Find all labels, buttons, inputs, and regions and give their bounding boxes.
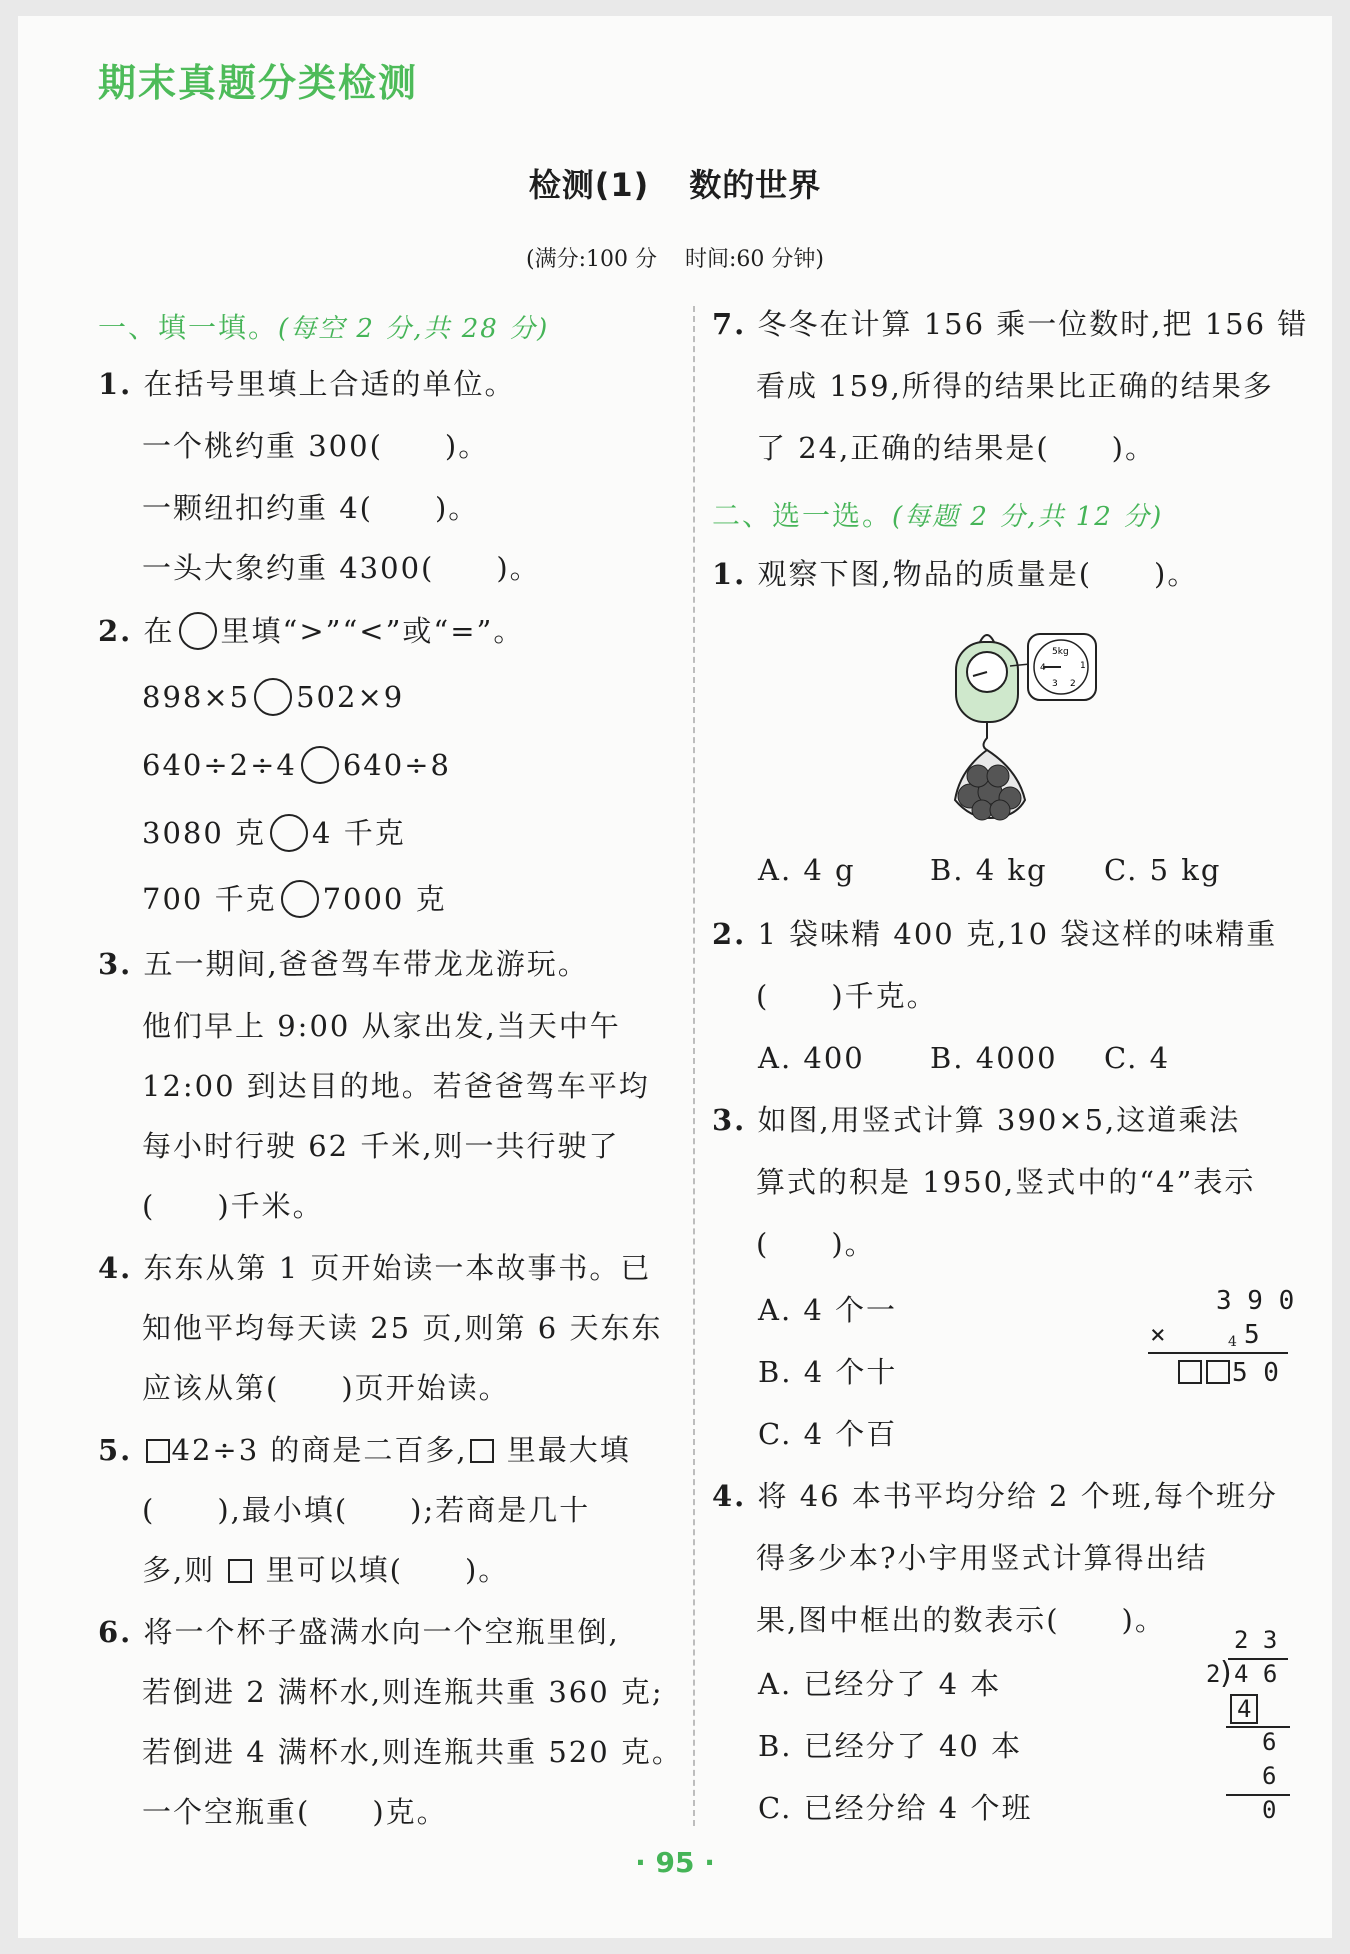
c4-line-2: 得多少本?小宇用竖式计算得出结 bbox=[756, 1541, 1208, 1575]
section1-points: (每空 2 分,共 28 分) bbox=[278, 314, 550, 344]
q5-line-2: ( ),最小填( );若商是几十 bbox=[142, 1493, 591, 1527]
q3-number: 3. bbox=[98, 947, 133, 981]
q2-r1-left: 898×5 bbox=[142, 680, 251, 714]
mult-times-sign: × bbox=[1150, 1320, 1166, 1350]
blank-square[interactable] bbox=[1206, 1360, 1230, 1384]
q4-number: 4. bbox=[98, 1251, 133, 1285]
q2-pre: 在 bbox=[143, 614, 175, 648]
c2-option-a[interactable]: A. 400 bbox=[758, 1041, 865, 1075]
blank-square[interactable] bbox=[1178, 1360, 1202, 1384]
dial-label-4: 4 bbox=[1040, 663, 1046, 673]
apple bbox=[972, 800, 992, 820]
q2-r1-right: 502×9 bbox=[296, 680, 405, 714]
mult-multiplier: 5 bbox=[1244, 1320, 1260, 1350]
q1-number: 1. bbox=[98, 367, 133, 401]
mult-carry-digit: 4 bbox=[1228, 1334, 1237, 1350]
mult-top-number: 3 9 0 bbox=[1216, 1286, 1295, 1316]
c1-number: 1. bbox=[712, 557, 747, 591]
test-info bbox=[0, 242, 1350, 273]
compare-circle[interactable] bbox=[254, 678, 292, 716]
apple bbox=[990, 800, 1010, 820]
mult-result-digits: 5 0 bbox=[1232, 1358, 1279, 1388]
q4-line-3: 应该从第( )页开始读。 bbox=[142, 1371, 510, 1405]
test-title bbox=[0, 160, 1350, 206]
q5-text-1a: 42÷3 的商是二百多, bbox=[171, 1433, 468, 1467]
c3-option-b[interactable]: B. 4 个十 bbox=[758, 1355, 898, 1389]
apple bbox=[967, 765, 989, 787]
q7-number: 7. bbox=[712, 307, 747, 341]
q6-line-3: 若倒进 4 满杯水,则连瓶共重 520 克。 bbox=[142, 1735, 683, 1769]
q2-number: 2. bbox=[98, 614, 133, 648]
q2-row-1 bbox=[142, 678, 404, 716]
div-divisor: 2 bbox=[1206, 1660, 1221, 1688]
time-info: 时间:60 分钟) bbox=[685, 247, 824, 272]
c3-option-a[interactable]: A. 4 个一 bbox=[758, 1293, 898, 1327]
dial-label-max: 5kg bbox=[1052, 647, 1069, 657]
div-rule-2 bbox=[1226, 1794, 1290, 1796]
q1-line-3: 一头大象约重 4300( )。 bbox=[142, 551, 541, 585]
brand-header: 期末真题分类检测 bbox=[98, 61, 419, 105]
q2-post: 里填“>”“<”或“=”。 bbox=[220, 614, 525, 648]
mult-result bbox=[1176, 1358, 1279, 1388]
apple bbox=[987, 765, 1009, 787]
c2-line-1 bbox=[712, 916, 1277, 952]
c2-option-c[interactable]: C. 4 bbox=[1104, 1041, 1171, 1075]
test-title-name: 数的世界 bbox=[689, 166, 822, 204]
div-dividend: 4 6 bbox=[1234, 1660, 1278, 1688]
q3-text-1: 五一期间,爸爸驾车带龙龙游玩。 bbox=[143, 947, 589, 981]
q5-number: 5. bbox=[98, 1433, 133, 1467]
q2-r4-right: 7000 克 bbox=[322, 882, 447, 916]
q3-line-3: 12:00 到达目的地。若爸爸驾车平均 bbox=[142, 1069, 650, 1103]
q7-text-1: 冬冬在计算 156 乘一位数时,把 156 错 bbox=[757, 307, 1309, 341]
c3-line-3: ( )。 bbox=[756, 1227, 876, 1261]
blank-square[interactable] bbox=[470, 1439, 494, 1463]
q7-line-3: 了 24,正确的结果是( )。 bbox=[756, 431, 1156, 465]
compare-circle[interactable] bbox=[179, 612, 217, 650]
score-info: (满分:100 分 bbox=[526, 247, 657, 272]
section1-heading bbox=[98, 306, 549, 346]
div-boxed-number: 4 bbox=[1230, 1694, 1258, 1724]
c3-text-1: 如图,用竖式计算 390×5,这道乘法 bbox=[757, 1103, 1241, 1137]
c3-line-1 bbox=[712, 1102, 1240, 1138]
q2-row-3 bbox=[142, 814, 406, 852]
section1-title: 一、填一填。 bbox=[98, 311, 279, 344]
q2-r2-left: 640÷2÷4 bbox=[142, 748, 297, 782]
q4-line-1 bbox=[98, 1250, 651, 1286]
q2-r2-right: 640÷8 bbox=[342, 748, 451, 782]
q6-number: 6. bbox=[98, 1615, 133, 1649]
c2-number: 2. bbox=[712, 917, 747, 951]
c3-line-2: 算式的积是 1950,竖式中的“4”表示 bbox=[756, 1165, 1256, 1199]
q6-line-4: 一个空瓶重( )克。 bbox=[142, 1795, 448, 1829]
div-remainder-6: 6 bbox=[1262, 1728, 1277, 1756]
section2-heading bbox=[712, 494, 1163, 534]
scale-hook-top bbox=[980, 635, 994, 642]
c1-option-c[interactable]: C. 5 kg bbox=[1104, 853, 1222, 887]
c4-number: 4. bbox=[712, 1479, 747, 1513]
c2-option-b[interactable]: B. 4000 bbox=[930, 1041, 1058, 1075]
q2-r3-right: 4 千克 bbox=[312, 816, 406, 850]
q5-text-1b: 里最大填 bbox=[495, 1433, 631, 1467]
q3-line-4: 每小时行驶 62 千米,则一共行驶了 bbox=[142, 1129, 620, 1163]
q3-line-1 bbox=[98, 946, 589, 982]
q3-line-5: ( )千米。 bbox=[142, 1189, 324, 1223]
q1-line-1: 一个桃约重 300( )。 bbox=[142, 429, 490, 463]
q5-line-3 bbox=[142, 1552, 509, 1588]
c4-text-1: 将 46 本书平均分给 2 个班,每个班分 bbox=[757, 1479, 1278, 1513]
q6-text-1: 将一个杯子盛满水向一个空瓶里倒, bbox=[143, 1615, 620, 1649]
c1-option-a[interactable]: A. 4 g bbox=[758, 853, 856, 887]
q7-line-2: 看成 159,所得的结果比正确的结果多 bbox=[756, 369, 1274, 403]
c4-option-a[interactable]: A. 已经分了 4 本 bbox=[758, 1667, 1002, 1701]
mult-rule bbox=[1148, 1352, 1288, 1354]
q2-r3-left: 3080 克 bbox=[142, 816, 267, 850]
q1-line-2: 一颗纽扣约重 4( )。 bbox=[142, 491, 480, 525]
scale-hook-bottom bbox=[984, 722, 988, 750]
q2-row-2 bbox=[142, 746, 451, 784]
compare-circle[interactable] bbox=[301, 746, 339, 784]
q2-r4-left: 700 千克 bbox=[142, 882, 277, 916]
q3-line-2: 他们早上 9:00 从家出发,当天中午 bbox=[142, 1009, 621, 1043]
c4-line-3: 果,图中框出的数表示( )。 bbox=[756, 1603, 1166, 1637]
q1-stem bbox=[98, 366, 516, 402]
c3-option-c[interactable]: C. 4 个百 bbox=[758, 1417, 898, 1451]
compare-circle[interactable] bbox=[281, 880, 319, 918]
q5-line-1 bbox=[98, 1432, 631, 1468]
dial-label-3: 3 bbox=[1052, 679, 1058, 689]
blank-square[interactable] bbox=[228, 1559, 252, 1583]
q1-text: 在括号里填上合适的单位。 bbox=[143, 367, 516, 401]
c2-text-1: 1 袋味精 400 克,10 袋这样的味精重 bbox=[757, 917, 1278, 951]
q5-text-3a: 多,则 bbox=[142, 1553, 227, 1587]
c3-number: 3. bbox=[712, 1103, 747, 1137]
q6-line-1 bbox=[98, 1614, 620, 1650]
c4-line-1 bbox=[712, 1478, 1278, 1514]
q6-line-2: 若倒进 2 满杯水,则连瓶共重 360 克; bbox=[142, 1675, 664, 1709]
section2-title: 二、选一选。 bbox=[712, 499, 893, 532]
div-zero: 0 bbox=[1262, 1796, 1277, 1824]
column-divider bbox=[693, 306, 695, 1826]
c2-line-2: ( )千克。 bbox=[756, 979, 938, 1013]
q2-stem bbox=[98, 612, 524, 650]
div-subtract-6: 6 bbox=[1262, 1762, 1277, 1790]
q7-line-1 bbox=[712, 306, 1308, 342]
c1-option-b[interactable]: B. 4 kg bbox=[930, 853, 1048, 887]
q4-line-2: 知他平均每天读 25 页,则第 6 天东东 bbox=[142, 1311, 663, 1345]
q2-row-4 bbox=[142, 880, 447, 918]
q5-text-3b: 里可以填( )。 bbox=[254, 1553, 510, 1587]
dial-label-2: 2 bbox=[1070, 679, 1076, 689]
c1-stem bbox=[712, 556, 1198, 592]
dial-label-1: 1 bbox=[1080, 661, 1086, 671]
c1-text: 观察下图,物品的质量是( )。 bbox=[757, 557, 1199, 591]
div-bracket: ) bbox=[1220, 1656, 1232, 1691]
c4-option-c[interactable]: C. 已经分给 4 个班 bbox=[758, 1791, 1033, 1825]
div-rule-1 bbox=[1226, 1726, 1290, 1728]
q4-text-1: 东东从第 1 页开始读一本故事书。已 bbox=[143, 1251, 652, 1285]
hanging-scale-illustration bbox=[940, 620, 1120, 830]
compare-circle[interactable] bbox=[270, 814, 308, 852]
div-quotient: 2 3 bbox=[1234, 1626, 1278, 1654]
page-number: · 95 · bbox=[635, 1846, 715, 1879]
c4-option-b[interactable]: B. 已经分了 40 本 bbox=[758, 1729, 1023, 1763]
section2-points: (每题 2 分,共 12 分) bbox=[892, 502, 1164, 532]
blank-square[interactable] bbox=[146, 1439, 170, 1463]
test-title-number: 检测(1) bbox=[528, 166, 650, 204]
